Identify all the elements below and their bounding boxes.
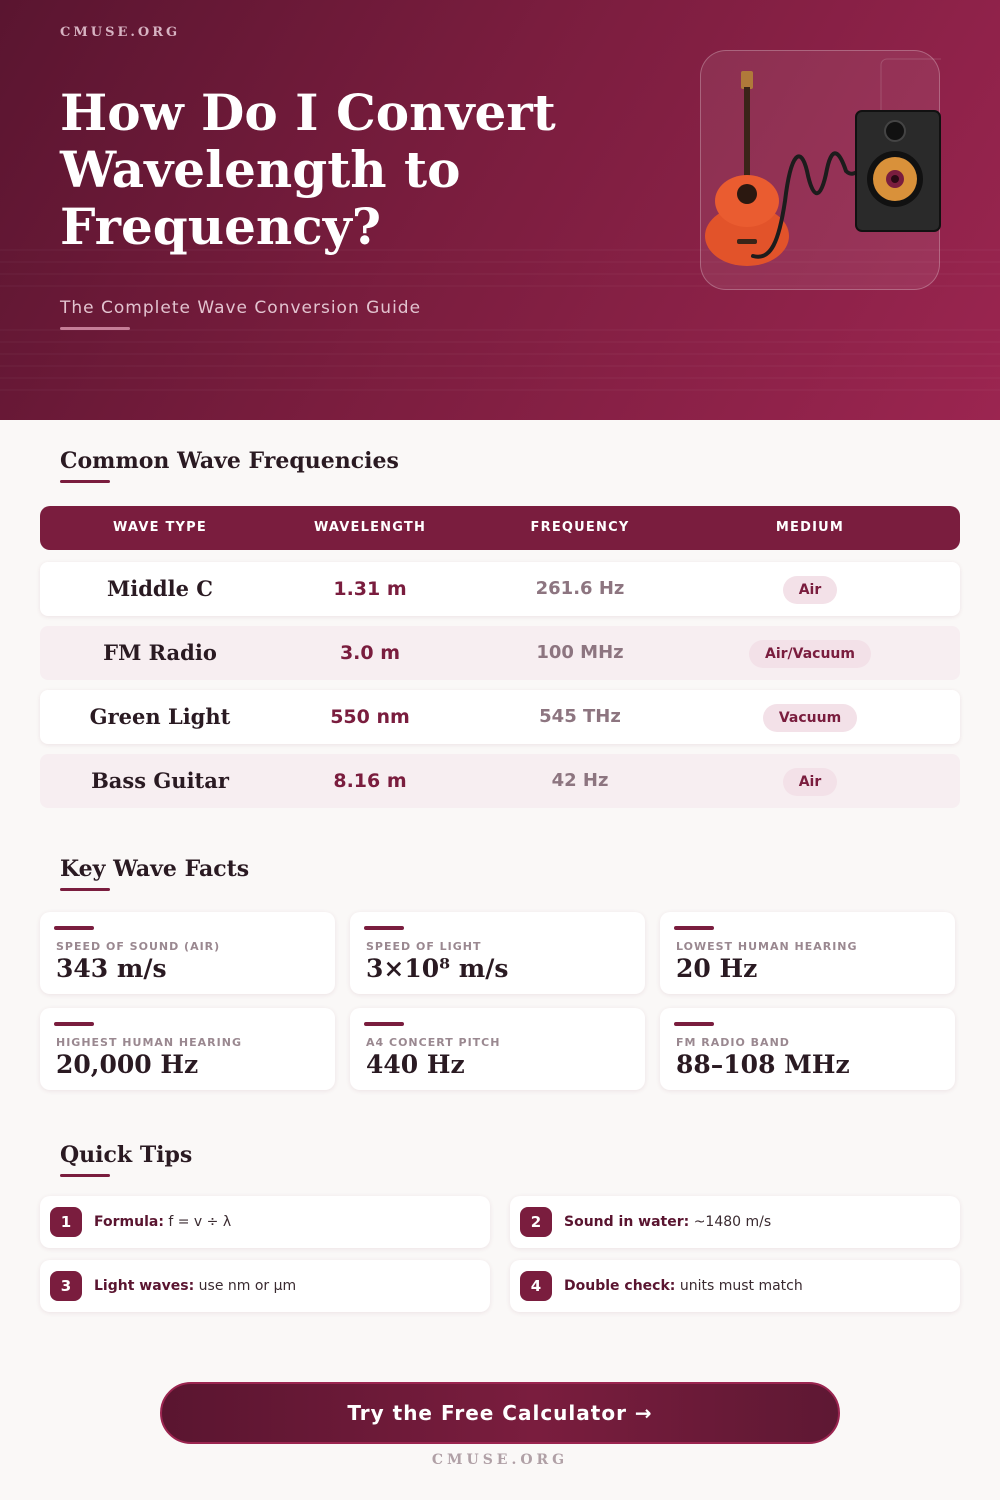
wave-type-cell: Bass Guitar [91,768,229,793]
fact-accent-bar [364,926,404,930]
fact-value: 20,000 Hz [56,1050,199,1079]
fact-value: 343 m/s [56,954,167,983]
frequency-cell: 100 MHz [536,642,624,663]
tip-card [510,1260,960,1312]
section-underline [60,888,110,891]
wave-type-cell: FM Radio [103,640,217,665]
page-title: How Do I Convert Wavelength to Frequency? [60,83,556,256]
tip-text [94,1196,231,1248]
tip-card [40,1196,490,1248]
tip-card [510,1196,960,1248]
medium-cell [680,626,940,680]
fact-card [350,1008,645,1090]
medium-badge: Air [783,576,838,604]
medium-badge: Vacuum [763,704,857,732]
fact-label: SPEED OF SOUND (AIR) [56,940,221,953]
medium-cell [680,754,940,808]
tip-number-badge: 4 [520,1271,552,1301]
tip-text [94,1260,296,1312]
tip-text [564,1196,771,1248]
section-title-facts: Key Wave Facts [60,856,250,882]
page-subtitle: The Complete Wave Conversion Guide [60,298,422,318]
fact-label: A4 CONCERT PITCH [366,1036,501,1049]
tip-body: f = v ÷ λ [163,1214,232,1230]
fact-value: 88–108 MHz [676,1050,850,1079]
tip-lead: Formula: [94,1214,164,1230]
tip-body: units must match [675,1278,803,1294]
tip-text [564,1260,803,1312]
tip-number-badge: 2 [520,1207,552,1237]
column-header-wave-type: WAVE TYPE [113,520,207,535]
section-title-tips: Quick Tips [60,1142,193,1168]
tip-card [40,1260,490,1312]
hero-banner [0,0,1000,420]
tip-number-badge: 3 [50,1271,82,1301]
guitar-speaker-icon [701,51,941,291]
fact-accent-bar [54,926,94,930]
fact-card [40,1008,335,1090]
fact-value: 3×10⁸ m/s [366,954,509,983]
table-header [40,506,960,550]
fact-card [350,912,645,994]
fact-label: HIGHEST HUMAN HEARING [56,1036,242,1049]
table-row [40,562,960,616]
frequency-cell: 261.6 Hz [535,578,625,599]
wavelength-cell: 550 nm [330,706,410,728]
tip-number-badge: 1 [50,1207,82,1237]
column-header-frequency: FREQUENCY [530,520,630,535]
column-header-medium: MEDIUM [775,520,845,535]
section-underline [60,1174,110,1177]
frequency-cell: 42 Hz [551,770,609,791]
fact-label: LOWEST HUMAN HEARING [676,940,858,953]
table-row [40,626,960,680]
fact-label: SPEED OF LIGHT [366,940,482,953]
fact-card [660,912,955,994]
brand-logo-bottom: CMUSE.ORG [431,1452,569,1468]
fact-value: 440 Hz [366,1050,465,1079]
tip-lead: Double check: [564,1278,676,1294]
section-underline [60,480,110,483]
tip-lead: Light waves: [94,1278,195,1294]
table-row [40,690,960,744]
fact-card [660,1008,955,1090]
wavelength-cell: 1.31 m [333,578,407,600]
wave-type-cell: Green Light [89,704,231,729]
fact-accent-bar [54,1022,94,1026]
medium-cell [680,562,940,616]
column-header-wavelength: WAVELENGTH [313,520,427,535]
fact-card [40,912,335,994]
hero-illustration-card [700,50,940,290]
fact-accent-bar [674,926,714,930]
medium-cell [680,690,940,744]
wavelength-cell: 8.16 m [333,770,407,792]
wave-type-cell: Middle C [107,576,213,601]
free-calculator-button[interactable]: Try the Free Calculator → [160,1382,840,1444]
fact-value: 20 Hz [676,954,758,983]
table-row [40,754,960,808]
medium-badge: Air [783,768,838,796]
section-title-frequencies: Common Wave Frequencies [60,448,399,474]
brand-logo-top: CMUSE.ORG [60,25,181,40]
fact-accent-bar [674,1022,714,1026]
subtitle-underline [60,327,130,330]
fact-label: FM RADIO BAND [676,1036,790,1049]
fact-accent-bar [364,1022,404,1026]
wavelength-cell: 3.0 m [339,642,401,664]
medium-badge: Air/Vacuum [749,640,871,668]
frequency-cell: 545 THz [539,706,621,727]
tip-body: ~1480 m/s [689,1214,772,1230]
tip-body: use nm or μm [194,1278,297,1294]
tip-lead: Sound in water: [564,1214,690,1230]
